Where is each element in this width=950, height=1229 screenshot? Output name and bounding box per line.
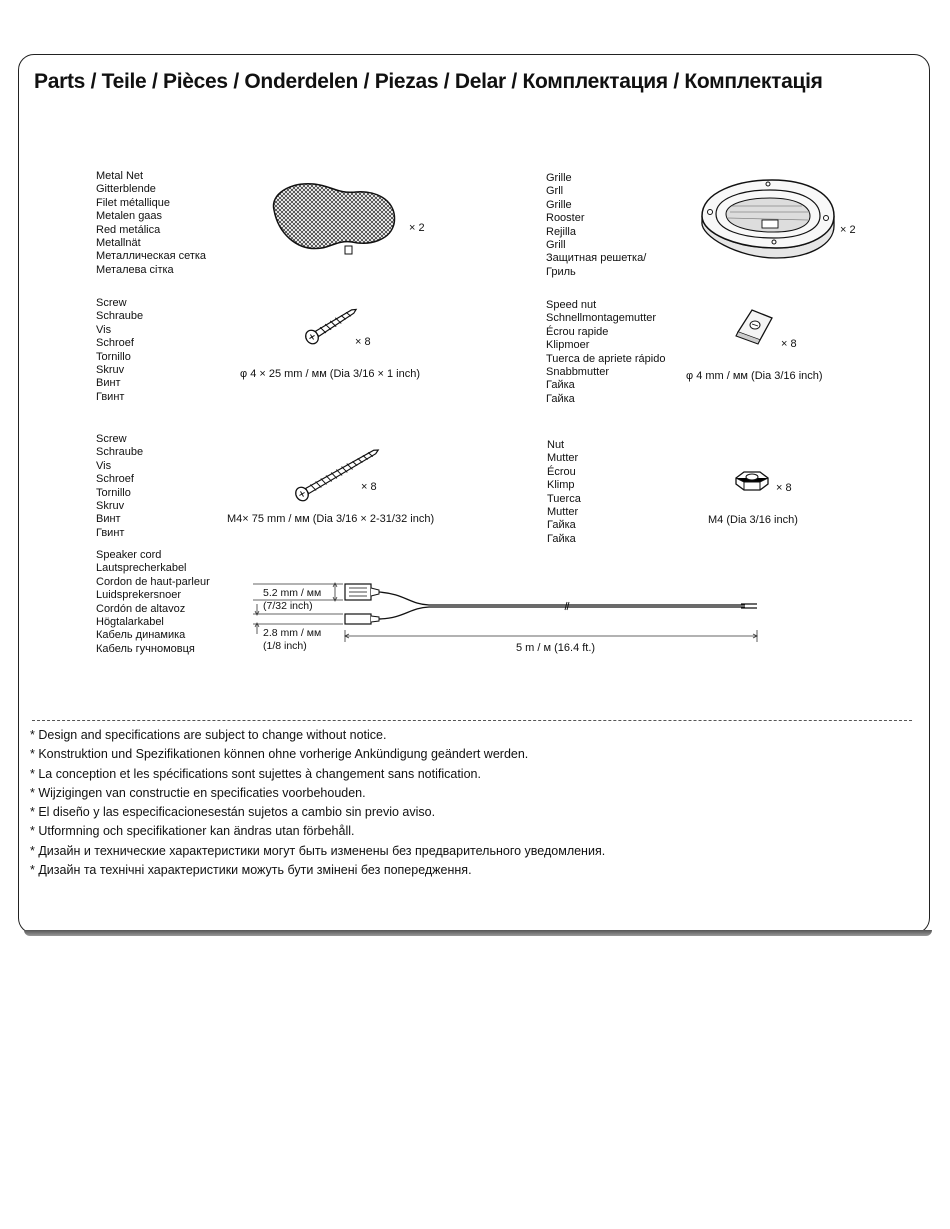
name-line: Écrou rapide <box>546 325 609 338</box>
cord-dim-wide-in: (7/32 inch) <box>263 599 313 612</box>
cord-dim-wide <box>263 587 321 612</box>
name-line: Кабель гучномовця <box>96 642 195 655</box>
name-line: Металева сітка <box>96 263 174 276</box>
name-line: Cordón de altavoz <box>96 602 186 615</box>
name-line: Grill <box>546 238 566 251</box>
cord-dim-narrow-in: (1/8 inch) <box>263 639 307 652</box>
nut-names <box>547 439 581 546</box>
name-line: Tornillo <box>96 350 131 363</box>
note-line: * La conception et les spécifications sont sujettes à changement sans notification. <box>30 766 481 781</box>
screw-long-qty: × 8 <box>361 481 377 493</box>
name-line: Klimp <box>547 479 575 492</box>
name-line: Винт <box>96 513 121 526</box>
screw-short-names <box>96 297 143 404</box>
nut-spec: M4 (Dia 3/16 inch) <box>708 514 798 526</box>
name-line: Grille <box>546 198 572 211</box>
name-line: Schroef <box>96 473 134 486</box>
cord-dim-narrow-mm: 2.8 mm / мм <box>263 627 322 639</box>
name-line: Гвинт <box>96 526 125 539</box>
name-line: Гайка <box>546 392 575 405</box>
name-line: Luidsprekersnoer <box>96 589 181 602</box>
page-title: Parts / Teile / Pièces / Onderdelen / Piezas / Delar / Комплектация / Комплектація <box>34 70 823 93</box>
grille-qty: × 2 <box>840 224 856 236</box>
name-line: Écrou <box>547 465 576 478</box>
name-line: Rooster <box>546 212 585 225</box>
name-line: Screw <box>96 297 127 309</box>
note-line: * Konstruktion und Spezifikationen können ohne vorherige Ankündigung geändert werden. <box>30 747 529 762</box>
screw-long-names <box>96 433 143 540</box>
separator-line <box>32 720 912 721</box>
name-line: Гайка <box>546 379 575 392</box>
name-line: Klipmoer <box>546 339 590 352</box>
speed-nut-names <box>546 299 665 406</box>
name-line: Mutter <box>547 452 579 465</box>
disclaimer-notes <box>30 726 605 880</box>
nut-illustration <box>732 468 772 494</box>
name-line: Skruv <box>96 499 125 512</box>
cord-dim-wide-mm: 5.2 mm / мм <box>263 587 322 599</box>
note-line: * Дизайн и технические характеристики могут быть изменены без предварительного уведомления. <box>30 843 606 858</box>
name-line: Гайка <box>547 519 576 532</box>
name-line: Tuerca de apriete rápido <box>546 352 666 365</box>
name-line: Schroef <box>96 337 134 350</box>
name-line: Vis <box>96 323 112 336</box>
name-line: Гриль <box>546 265 576 278</box>
name-line: Red metálica <box>96 223 161 236</box>
name-line: Металлическая сетка <box>96 250 207 263</box>
name-line: Rejilla <box>546 225 576 238</box>
metal-net-qty: × 2 <box>409 222 425 234</box>
note-line: * Wijzigingen van constructie en specificaties voorbehouden. <box>30 785 366 800</box>
name-line: Metal Net <box>96 170 144 182</box>
name-line: Schraube <box>96 446 144 459</box>
name-line: Gitterblende <box>96 183 156 196</box>
note-line: * El diseño y las especificacionesestán sujetos a cambio sin previo aviso. <box>30 805 436 820</box>
metal-net-illustration <box>266 180 400 262</box>
cord-length: 5 m / м (16.4 ft.) <box>516 642 596 654</box>
name-line: Skruv <box>96 363 125 376</box>
name-line: Защитная решетка/ <box>546 252 647 265</box>
name-line: Filet métallique <box>96 196 170 209</box>
name-line: Grll <box>546 185 564 198</box>
name-line: Snabbmutter <box>546 365 609 378</box>
grille-illustration <box>698 176 838 262</box>
name-line: Högtalarkabel <box>96 615 164 628</box>
nut-qty: × 8 <box>776 482 792 494</box>
name-line: Nut <box>547 439 565 451</box>
screw-short-qty: × 8 <box>355 336 371 348</box>
screw-short-spec: φ 4 × 25 mm / мм (Dia 3/16 × 1 inch) <box>240 368 420 380</box>
name-line: Кабель динамика <box>96 629 186 642</box>
speaker-cord-names <box>96 549 210 656</box>
note-line: * Дизайн та технічні характеристики можуть бути змінені без попередження. <box>30 863 472 878</box>
speed-nut-illustration <box>732 306 778 346</box>
name-line: Tornillo <box>96 486 131 499</box>
grille-names <box>546 172 646 279</box>
name-line: Гайка <box>547 532 576 545</box>
name-line: Schnellmontagemutter <box>546 312 657 325</box>
note-line: * Utformning och specifikationer kan ändras utan förbehåll. <box>30 824 355 839</box>
name-line: Grille <box>546 172 572 184</box>
metal-net-names <box>96 170 206 277</box>
name-line: Гвинт <box>96 390 125 403</box>
name-line: Cordon de haut-parleur <box>96 575 210 588</box>
name-line: Speed nut <box>546 299 597 311</box>
screw-long-spec: M4× 75 mm / мм (Dia 3/16 × 2-31/32 inch) <box>227 513 435 525</box>
name-line: Vis <box>96 459 112 472</box>
name-line: Metalen gaas <box>96 210 163 223</box>
speed-nut-qty: × 8 <box>781 338 797 350</box>
name-line: Lautsprecherkabel <box>96 562 187 575</box>
name-line: Schraube <box>96 310 144 323</box>
name-line: Винт <box>96 377 121 390</box>
note-line: * Design and specifications are subject to change without notice. <box>30 728 387 742</box>
name-line: Tuerca <box>547 492 581 505</box>
speaker-cord-illustration <box>245 578 765 658</box>
name-line: Mutter <box>547 505 579 518</box>
name-line: Metallnät <box>96 236 141 249</box>
frame-shadow <box>24 930 932 936</box>
cord-dim-narrow <box>263 627 321 652</box>
name-line: Speaker cord <box>96 549 162 561</box>
name-line: Screw <box>96 433 127 445</box>
screw-long-illustration <box>290 446 382 506</box>
speed-nut-spec: φ 4 mm / мм (Dia 3/16 inch) <box>686 370 823 382</box>
